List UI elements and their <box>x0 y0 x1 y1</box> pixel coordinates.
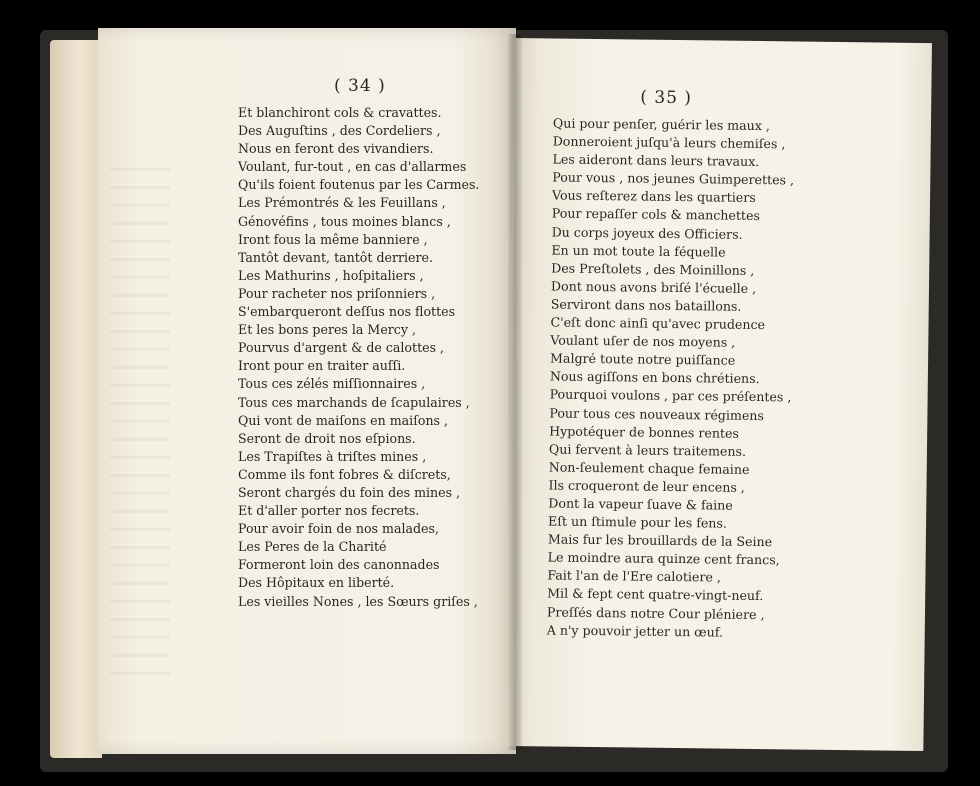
verse-line: Qui vont de maiſons en maiſons , <box>238 412 449 428</box>
verse-line: Vous reſterez dans les quartiers <box>551 187 756 206</box>
verse-line: Les vieilles Nones , les Sœurs griſes , <box>238 593 478 609</box>
right-page <box>505 38 932 751</box>
verse-line: Iront pour en traiter auſſi. <box>238 358 406 374</box>
verse-lines-right <box>547 114 795 642</box>
page-number-left: ( 34 ) <box>334 76 386 96</box>
verse-line: Tous ces zélés miſſionnaires , <box>238 376 426 392</box>
verse-line: Des Hôpitaux en liberté. <box>238 575 395 591</box>
verse-line: Les Peres de la Charité <box>238 539 387 555</box>
verse-line: Hypotéquer de bonnes rentes <box>549 423 740 441</box>
verse-line: Le moindre aura quinze cent francs, <box>547 549 780 568</box>
verse-line: Tous ces marchands de ſcapulaires , <box>238 394 470 410</box>
verse-line: Qui pour penſer, guérir les maux , <box>552 115 770 134</box>
book-gutter <box>508 34 522 750</box>
left-page <box>98 28 516 754</box>
verse-line: Donneroient juſqu'à leurs chemiſes , <box>552 133 786 152</box>
verse-line: Nous en feront des vivandiers. <box>238 141 434 157</box>
verse-line: Comme ils font fobres & diſcrets, <box>238 466 451 482</box>
verse-line: C'eſt donc ainſi qu'avec prudence <box>550 314 766 333</box>
verse-line: Les Trapiſtes à triſtes mines , <box>238 448 427 464</box>
verse-line: Tantôt devant, tantôt derriere. <box>238 249 433 265</box>
verse-line: Dont la vapeur ſuave & faine <box>548 495 733 513</box>
verse-line: Dont nous avons briſé l'écuelle , <box>550 278 757 296</box>
page-edges <box>50 40 102 758</box>
verse-line: Les aideront dans leurs travaux. <box>552 151 760 170</box>
verse-line: Mil & fept cent quatre-vingt-neuf. <box>547 585 764 604</box>
verse-line: Eſt un ſtimule pour les fens. <box>548 513 728 531</box>
verse-line: Du corps joyeux des Officiers. <box>551 224 743 242</box>
verse-line: Qui fervent à leurs traitemens. <box>548 441 747 459</box>
verse-line: S'embarqueront deſſus nos flottes <box>238 304 456 320</box>
verse-line: Formeront loin des canonnades <box>238 557 440 573</box>
verse-line: Pour repaſſer cols & manchettes <box>551 205 761 224</box>
verse-line: Non-ſeulement chaque femaine <box>548 459 750 477</box>
verse-line: Seront de droit nos eſpions. <box>238 430 416 446</box>
verse-line: Pourquoi voulons , par ces préſentes , <box>549 386 792 405</box>
verse-lines-left <box>238 104 479 611</box>
verse-line: Iront fous la même banniere , <box>238 231 428 247</box>
verse-line: Fait l'an de l'Ere calotiere , <box>547 567 721 585</box>
verse-line: Nous agiſſons en bons chrétiens. <box>549 368 760 387</box>
verse-line: Pour avoir foin de nos malades, <box>238 521 439 537</box>
verse-line: Les Prémontrés & les Feuillans , <box>238 195 446 211</box>
verse-line: Génovéfins , tous moines blancs , <box>238 213 451 229</box>
verse-line: Et d'aller porter nos fecrets. <box>238 503 420 519</box>
verse-line: Pour vous , nos jeunes Guimperettes , <box>552 169 795 188</box>
show-through-text <box>110 168 170 688</box>
verse-line: Qu'ils foient foutenus par les Carmes. <box>238 177 480 193</box>
verse-line: Voulant, fur-tout , en cas d'allarmes <box>238 159 467 175</box>
verse-line: En un mot toute la féquelle <box>551 242 726 260</box>
page-number-right: ( 35 ) <box>640 87 693 109</box>
verse-line: Pourvus d'argent & de calottes , <box>238 340 445 356</box>
verse-line: Pour racheter nos priſonniers , <box>238 285 436 301</box>
verse-line: Ils croqueront de leur encens , <box>548 477 745 495</box>
verse-line: Des Auguſtins , des Cordeliers , <box>238 123 441 139</box>
verse-line: Serviront dans nos bataillons. <box>550 296 742 314</box>
verse-line: Et les bons peres la Mercy , <box>238 322 416 338</box>
verse-line: Preſſés dans notre Cour pléniere , <box>546 603 765 622</box>
verse-line: Malgré toute notre puiſſance <box>549 350 736 368</box>
verse-line: Et blanchiront cols & cravattes. <box>238 105 442 120</box>
verse-line: Voulant uſer de nos moyens , <box>550 332 736 350</box>
verse-line: Des Preſtolets , des Moinillons , <box>551 260 755 278</box>
verse-line: Seront chargés du foin des mines , <box>238 484 461 500</box>
verse-line: Pour tous ces nouveaux régimens <box>549 404 765 423</box>
verse-line: Mais fur les brouillards de la Seine <box>547 531 773 550</box>
verse-line: Les Mathurins , hoſpitaliers , <box>238 267 424 283</box>
verse-line: A n'y pouvoir jetter un œuf. <box>546 622 724 640</box>
